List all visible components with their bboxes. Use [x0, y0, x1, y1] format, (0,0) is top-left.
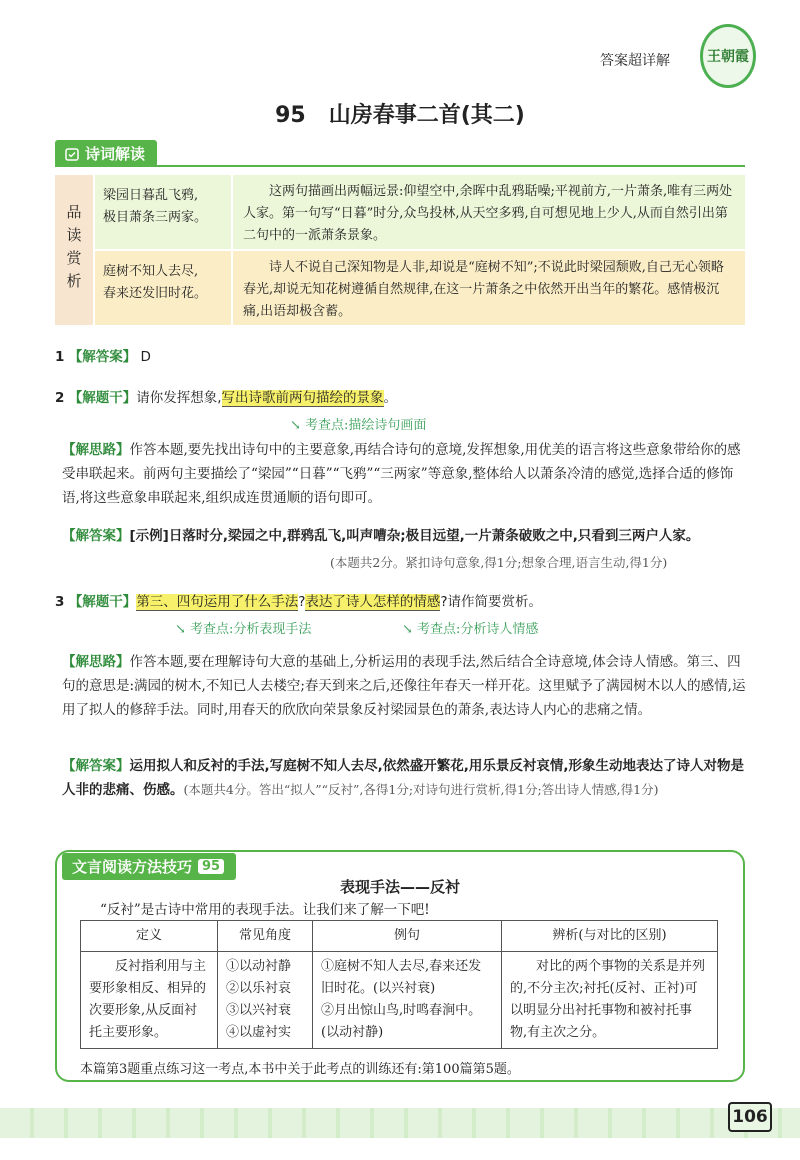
brand-logo [700, 24, 756, 88]
question-3-thought [62, 650, 747, 722]
note-text: 考查点:描绘诗句画面 [305, 418, 427, 433]
question-number: 2 [55, 390, 65, 406]
logo-text: 王朝霞 [707, 49, 749, 65]
answer-text: 运用拟人和反衬的手法,写庭树不知人去尽,依然盛开繁花,用乐景反衬哀情,形象生动地表达了诗人对物是人非的悲痛、伤感。 [62, 758, 745, 798]
tips-badge-label: 文言阅读方法技巧 [72, 858, 193, 876]
answer-tag: 【解答案】 [62, 758, 130, 774]
note-text: 考查点:分析表现手法 [190, 622, 312, 637]
page-title [0, 98, 800, 129]
calendar-check-icon [65, 147, 79, 161]
stem-highlight: 第三、四句运用了什么手法 [136, 594, 299, 610]
exam-point-note: ↘ 考查点:分析诗人情感 [402, 622, 539, 637]
stem-highlight: 写出诗歌前两句描绘的景象 [221, 390, 384, 406]
example-item: ①庭树不知人去尽,春来还发旧时花。(以兴衬衰) [321, 959, 482, 996]
question-number: 1 [55, 349, 65, 365]
question-2-thought [62, 438, 747, 510]
question-2-stem [55, 386, 755, 410]
tips-badge-number: 95 [198, 859, 224, 874]
poem-lines [95, 251, 231, 325]
angle-item: ①以动衬静 [226, 959, 292, 974]
appreciation-row [95, 251, 745, 325]
section-rule [55, 165, 745, 167]
poem-line: 庭树不知人去尽, [103, 264, 199, 279]
question-3-answer [62, 754, 747, 802]
example-item: ②月出惊山鸟,时鸣春涧中。(以动衬静) [321, 1003, 482, 1040]
poem-lines [95, 175, 231, 249]
title-text: 山房春事二首(其二) [328, 103, 525, 128]
appreciation-table [55, 175, 745, 325]
stem-text: ? [298, 594, 306, 610]
answer-tag: 【解答案】 [68, 349, 137, 365]
stem-tag: 【解题干】 [68, 594, 137, 610]
brand-text: 答案超详解 [600, 53, 670, 69]
stem-text: ?请作简要赏析。 [440, 594, 543, 610]
thought-tag: 【解思路】 [62, 442, 130, 458]
angles-cell [218, 952, 313, 1049]
stem-highlight: 表达了诗人怎样的情感 [305, 594, 441, 610]
poem-line: 春来还发旧时花。 [103, 286, 208, 301]
definition-cell: 反衬指利用与主要形象相反、相异的次要形象,从反面衬托主要形象。 [81, 952, 218, 1049]
poem-explanation: 这两句描画出两幅远景:仰望空中,余晖中乱鸦聒噪;平视前方,一片萧条,唯有三两处人家。第一句写“日暮”时分,众鸟投林,从天空多鸦,自可想见地上少人,从而自然引出第二句中的一派萧条景象。 [233, 175, 745, 249]
exam-point-note: ↘ 考查点:描绘诗句画面 [290, 418, 427, 433]
question-1 [55, 345, 151, 369]
answer-text: D [140, 349, 151, 365]
table-row [81, 952, 718, 1049]
angle-item: ④以虚衬实 [226, 1025, 292, 1040]
tips-title: 表现手法——反衬 [339, 878, 460, 896]
angle-item: ②以乐衬哀 [226, 981, 292, 996]
stem-tag: 【解题干】 [68, 390, 137, 406]
note-text: 考查点:分析诗人情感 [417, 622, 539, 637]
poem-explanation: 诗人不说自己深知物是人非,却说是“庭树不知”;不说此时梁园颓败,自己无心领略春光,却说无知花树遵循自然规律,在这一片萧条之中依然开出当年的繁花。感情极沉痛,出语却极含蓄。 [233, 251, 745, 325]
examples-cell [313, 952, 502, 1049]
tips-table [80, 920, 718, 1049]
table-header: 定义 [81, 921, 218, 952]
exam-point-note: ↘ 考查点:分析表现手法 [175, 622, 312, 637]
tips-intro: “反衬”是古诗中常用的表现手法。让我们来了解一下吧! [100, 902, 430, 918]
table-header: 常见角度 [218, 921, 313, 952]
thought-text: 作答本题,要先找出诗句中的主要意象,再结合诗句的意境,发挥想象,用优美的语言将这些意象带给你的感受串联起来。前两句主要描绘了“梁园”“日暮”“飞鸦”“三两家”等意象,整体给人以萧条冷清的感觉,选择合适的修饰语,将这些意象串联起来,组织成连贯通顺的语句即可。 [62, 442, 741, 506]
table-header-row [81, 921, 718, 952]
section-label: 诗词解读 [85, 145, 146, 163]
thought-text: 作答本题,要在理解诗句大意的基础上,分析运用的表现手法,然后结合全诗意境,体会诗人情感。第三、四句的意思是:满园的树木,不知已人去楼空;春天到来之后,还像往年春天一样开花。这里赋予了满园树木以人的感情,运用了拟人的修辞手法。同时,用春天的欣欣向荣景象反衬梁园景色的萧条,表达诗人内心的悲痛之情。 [62, 654, 746, 718]
tips-footer: 本篇第3题重点练习这一考点,本书中关于此考点的训练还有:第100篇第5题。 [80, 1062, 520, 1077]
answer-tag: 【解答案】 [62, 528, 130, 544]
question-number: 3 [55, 594, 65, 610]
question-3-stem [55, 590, 755, 614]
side-label: 品读赏析 [64, 204, 83, 296]
table-header: 辨析(与对比的区别) [502, 921, 718, 952]
thought-tag: 【解思路】 [62, 654, 130, 670]
answer-text: [示例]日落时分,梁园之中,群鸦乱飞,叫声嘈杂;极目远望,一片萧条破败之中,只看到三两户人家。 [129, 528, 700, 544]
page-number: 106 [728, 1102, 772, 1132]
section-badge [55, 140, 157, 167]
angle-item: ③以兴衬衰 [226, 1003, 292, 1018]
poem-line: 梁园日暮乱飞鸦, [103, 188, 199, 203]
stem-text: 请你发挥想象, [136, 390, 222, 406]
stem-text: 。 [383, 390, 397, 406]
appreciation-row [95, 175, 745, 249]
title-number: 95 [275, 103, 306, 128]
side-label-cell [55, 175, 93, 325]
table-header: 例句 [313, 921, 502, 952]
question-2-answer [62, 524, 752, 548]
analysis-cell: 对比的两个事物的关系是并列的,不分主次;衬托(反衬、正衬)可以明显分出衬托事物和被衬托事物,有主次之分。 [502, 952, 718, 1049]
footer-band [0, 1108, 800, 1138]
score-note: (本题共4分。答出“拟人”“反衬”,各得1分;对诗句进行赏析,得1分;答出诗人情感,得1分) [183, 782, 659, 797]
poem-line: 极目萧条三两家。 [103, 210, 208, 225]
score-note: (本题共2分。紧扣诗句意象,得1分;想象合理,语言生动,得1分) [330, 555, 668, 570]
